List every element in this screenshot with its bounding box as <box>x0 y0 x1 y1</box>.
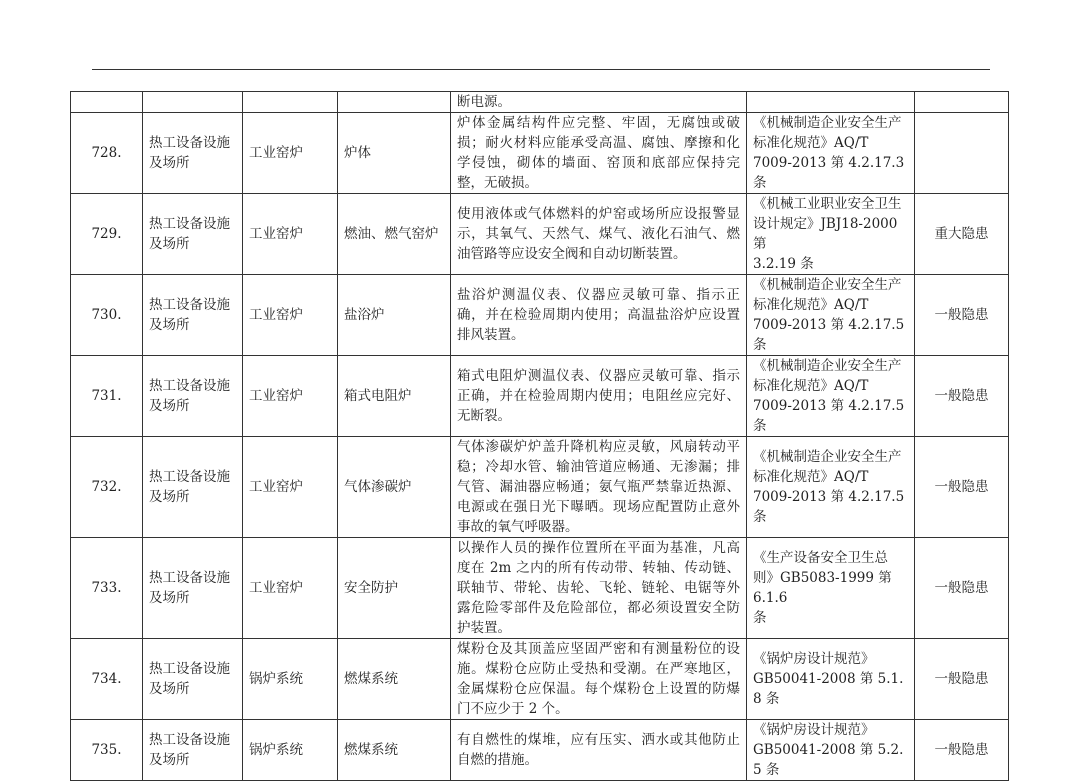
item-number <box>71 720 143 781</box>
part-cell <box>338 356 451 437</box>
hazard-table <box>70 91 1009 781</box>
basis-cell-text: 《机械制造企业安全生产标准化规范》AQ/T 7009-2013 第 4.2.17.5 条 <box>753 449 905 525</box>
requirement-cell <box>451 194 747 275</box>
basis-cell <box>747 538 915 639</box>
item-number-text: 732. <box>91 479 122 495</box>
table-row <box>71 538 1009 639</box>
table-row <box>71 275 1009 356</box>
part-cell-text: 安全防护 <box>344 580 398 596</box>
basis-cell-text: 《生产设备安全卫生总则》GB5083-1999 第 6.1.6 条 <box>753 550 892 626</box>
table-row <box>71 437 1009 538</box>
hazard-level-cell-text: 重大隐患 <box>934 226 989 242</box>
basis-cell <box>747 275 915 356</box>
place-cell <box>143 194 243 275</box>
system-cell <box>243 113 338 194</box>
hazard-level-cell <box>915 437 1009 538</box>
basis-cell-text: 《机械制造企业安全生产标准化规范》AQ/T 7009-2013 第 4.2.17.5 条 <box>753 277 905 353</box>
requirement-cell-text: 煤粉仓及其顶盖应坚固严密和有测量粉位的设施。煤粉仓应防止受热和受潮。在严寒地区，金属煤粉仓应保温。每个煤粉仓上设置的防爆门不应少于 2 个。 <box>457 641 740 717</box>
hazard-level-cell <box>915 538 1009 639</box>
system-cell <box>243 275 338 356</box>
part-cell <box>338 275 451 356</box>
system-cell-text: 工业窑炉 <box>249 145 303 161</box>
requirement-cell <box>451 275 747 356</box>
hazard-level-cell <box>915 720 1009 781</box>
table-row <box>71 92 1009 113</box>
requirement-cell-text: 以操作人员的操作位置所在平面为基准，凡高度在 2m 之内的所有传动带、转轴、传动链、联轴节、带轮、齿轮、飞轮、链轮、电锯等外露危险零部件及危险部位，都必须设置安全防护装置。 <box>457 540 740 636</box>
basis-cell <box>747 639 915 720</box>
place-cell <box>143 275 243 356</box>
header-rule <box>92 69 990 70</box>
hazard-level-cell-text: 一般隐患 <box>934 671 989 687</box>
hazard-level-cell <box>915 275 1009 356</box>
system-cell-text: 工业窑炉 <box>249 226 303 242</box>
system-cell-text: 锅炉系统 <box>249 742 303 758</box>
system-cell <box>243 194 338 275</box>
table-row <box>71 194 1009 275</box>
system-cell <box>243 356 338 437</box>
table-row <box>71 720 1009 781</box>
part-cell-text: 气体渗碳炉 <box>344 479 412 495</box>
system-cell <box>243 538 338 639</box>
part-cell-text: 燃油、燃气窑炉 <box>344 226 439 242</box>
hazard-level-cell <box>915 639 1009 720</box>
system-cell-text: 工业窑炉 <box>249 580 303 596</box>
place-cell <box>143 356 243 437</box>
item-number <box>71 538 143 639</box>
system-cell-text: 锅炉系统 <box>249 671 303 687</box>
part-cell-text: 箱式电阻炉 <box>344 388 412 404</box>
hazard-level-cell-text: 一般隐患 <box>934 742 989 758</box>
requirement-cell <box>451 538 747 639</box>
hazard-level-cell-text: 一般隐患 <box>934 388 989 404</box>
item-number <box>71 437 143 538</box>
item-number <box>71 639 143 720</box>
place-cell-text: 热工设备设施 及场所 <box>149 378 230 414</box>
place-cell <box>143 538 243 639</box>
basis-cell <box>747 194 915 275</box>
basis-cell <box>747 113 915 194</box>
part-cell-text: 燃煤系统 <box>344 742 398 758</box>
part-cell <box>338 538 451 639</box>
basis-cell-text: 《机械制造企业安全生产标准化规范》AQ/T 7009-2013 第 4.2.17.5 条 <box>753 358 905 434</box>
hazard-level-cell <box>915 356 1009 437</box>
table-row <box>71 356 1009 437</box>
system-cell-text: 工业窑炉 <box>249 307 303 323</box>
part-cell <box>338 92 451 113</box>
basis-cell <box>747 437 915 538</box>
system-cell <box>243 92 338 113</box>
part-cell <box>338 113 451 194</box>
hazard-level-cell <box>915 194 1009 275</box>
hazard-level-cell <box>915 92 1009 113</box>
place-cell <box>143 639 243 720</box>
requirement-cell <box>451 720 747 781</box>
requirement-cell-text: 使用液体或气体燃料的炉窑或场所应设报警显示，其氧气、天然气、煤气、液化石油气、燃油管路等应设安全阀和自动切断装置。 <box>457 206 740 262</box>
requirement-cell-text: 箱式电阻炉测温仪表、仪器应灵敏可靠、指示正确，并在检验周期内使用；电阻丝应完好、无断裂。 <box>457 368 740 424</box>
item-number-text: 731. <box>91 388 122 404</box>
system-cell-text: 工业窑炉 <box>249 479 303 495</box>
hazard-level-cell-text: 一般隐患 <box>934 580 989 596</box>
part-cell-text: 燃煤系统 <box>344 671 398 687</box>
basis-cell-text: 《机械工业职业安全卫生设计规定》JBJ18-2000 第 3.2.19 条 <box>753 196 902 272</box>
requirement-cell-text: 有自燃性的煤堆，应有压实、洒水或其他防止自燃的措施。 <box>457 732 740 768</box>
place-cell <box>143 113 243 194</box>
requirement-cell-text: 盐浴炉测温仪表、仪器应灵敏可靠、指示正确，并在检验周期内使用；高温盐浴炉应设置排风装置。 <box>457 287 740 343</box>
hazard-level-cell-text: 一般隐患 <box>934 307 989 323</box>
part-cell-text: 炉体 <box>344 145 371 161</box>
system-cell <box>243 720 338 781</box>
item-number <box>71 113 143 194</box>
requirement-cell-text: 断电源。 <box>457 94 511 110</box>
item-number <box>71 275 143 356</box>
table-row <box>71 113 1009 194</box>
requirement-cell-text: 炉体金属结构件应完整、牢固，无腐蚀或破损；耐火材料应能承受高温、腐蚀、摩擦和化学侵蚀，砌体的墙面、窑顶和底部应保持完整，无破损。 <box>457 115 740 191</box>
basis-cell <box>747 720 915 781</box>
place-cell-text: 热工设备设施 及场所 <box>149 732 230 768</box>
item-number <box>71 356 143 437</box>
part-cell <box>338 720 451 781</box>
place-cell <box>143 437 243 538</box>
place-cell-text: 热工设备设施 及场所 <box>149 135 230 171</box>
place-cell <box>143 92 243 113</box>
hazard-level-cell-text: 一般隐患 <box>934 479 989 495</box>
place-cell-text: 热工设备设施 及场所 <box>149 661 230 697</box>
hazard-level-cell <box>915 113 1009 194</box>
item-number-text: 735. <box>91 742 122 758</box>
part-cell-text: 盐浴炉 <box>344 307 385 323</box>
basis-cell <box>747 356 915 437</box>
place-cell-text: 热工设备设施 及场所 <box>149 570 230 606</box>
place-cell-text: 热工设备设施 及场所 <box>149 216 230 252</box>
item-number-text: 729. <box>91 226 122 242</box>
place-cell-text: 热工设备设施 及场所 <box>149 469 230 505</box>
basis-cell-text: 《机械制造企业安全生产标准化规范》AQ/T 7009-2013 第 4.2.17.3 条 <box>753 115 905 191</box>
place-cell <box>143 720 243 781</box>
item-number-text: 734. <box>91 671 122 687</box>
item-number <box>71 194 143 275</box>
basis-cell <box>747 92 915 113</box>
part-cell <box>338 639 451 720</box>
requirement-cell <box>451 92 747 113</box>
item-number-text: 728. <box>91 145 122 161</box>
requirement-cell-text: 气体渗碳炉炉盖升降机构应灵敏，风扇转动平稳；冷却水管、输油管道应畅通、无渗漏；排气管、漏油器应畅通；氨气瓶严禁靠近热源、电源或在强日光下曝晒。现场应配置防止意外事故的氧气呼吸器。 <box>457 439 740 535</box>
requirement-cell <box>451 113 747 194</box>
system-cell <box>243 639 338 720</box>
system-cell-text: 工业窑炉 <box>249 388 303 404</box>
item-number <box>71 92 143 113</box>
requirement-cell <box>451 437 747 538</box>
item-number-text: 730. <box>91 307 122 323</box>
part-cell <box>338 194 451 275</box>
basis-cell-text: 《锅炉房设计规范》 GB50041-2008 第 5.2.5 条 <box>753 722 904 778</box>
basis-cell-text: 《锅炉房设计规范》 GB50041-2008 第 5.1.8 条 <box>753 651 904 707</box>
requirement-cell <box>451 356 747 437</box>
place-cell-text: 热工设备设施 及场所 <box>149 297 230 333</box>
item-number-text: 733. <box>91 580 122 596</box>
requirement-cell <box>451 639 747 720</box>
table-row <box>71 639 1009 720</box>
system-cell <box>243 437 338 538</box>
part-cell <box>338 437 451 538</box>
